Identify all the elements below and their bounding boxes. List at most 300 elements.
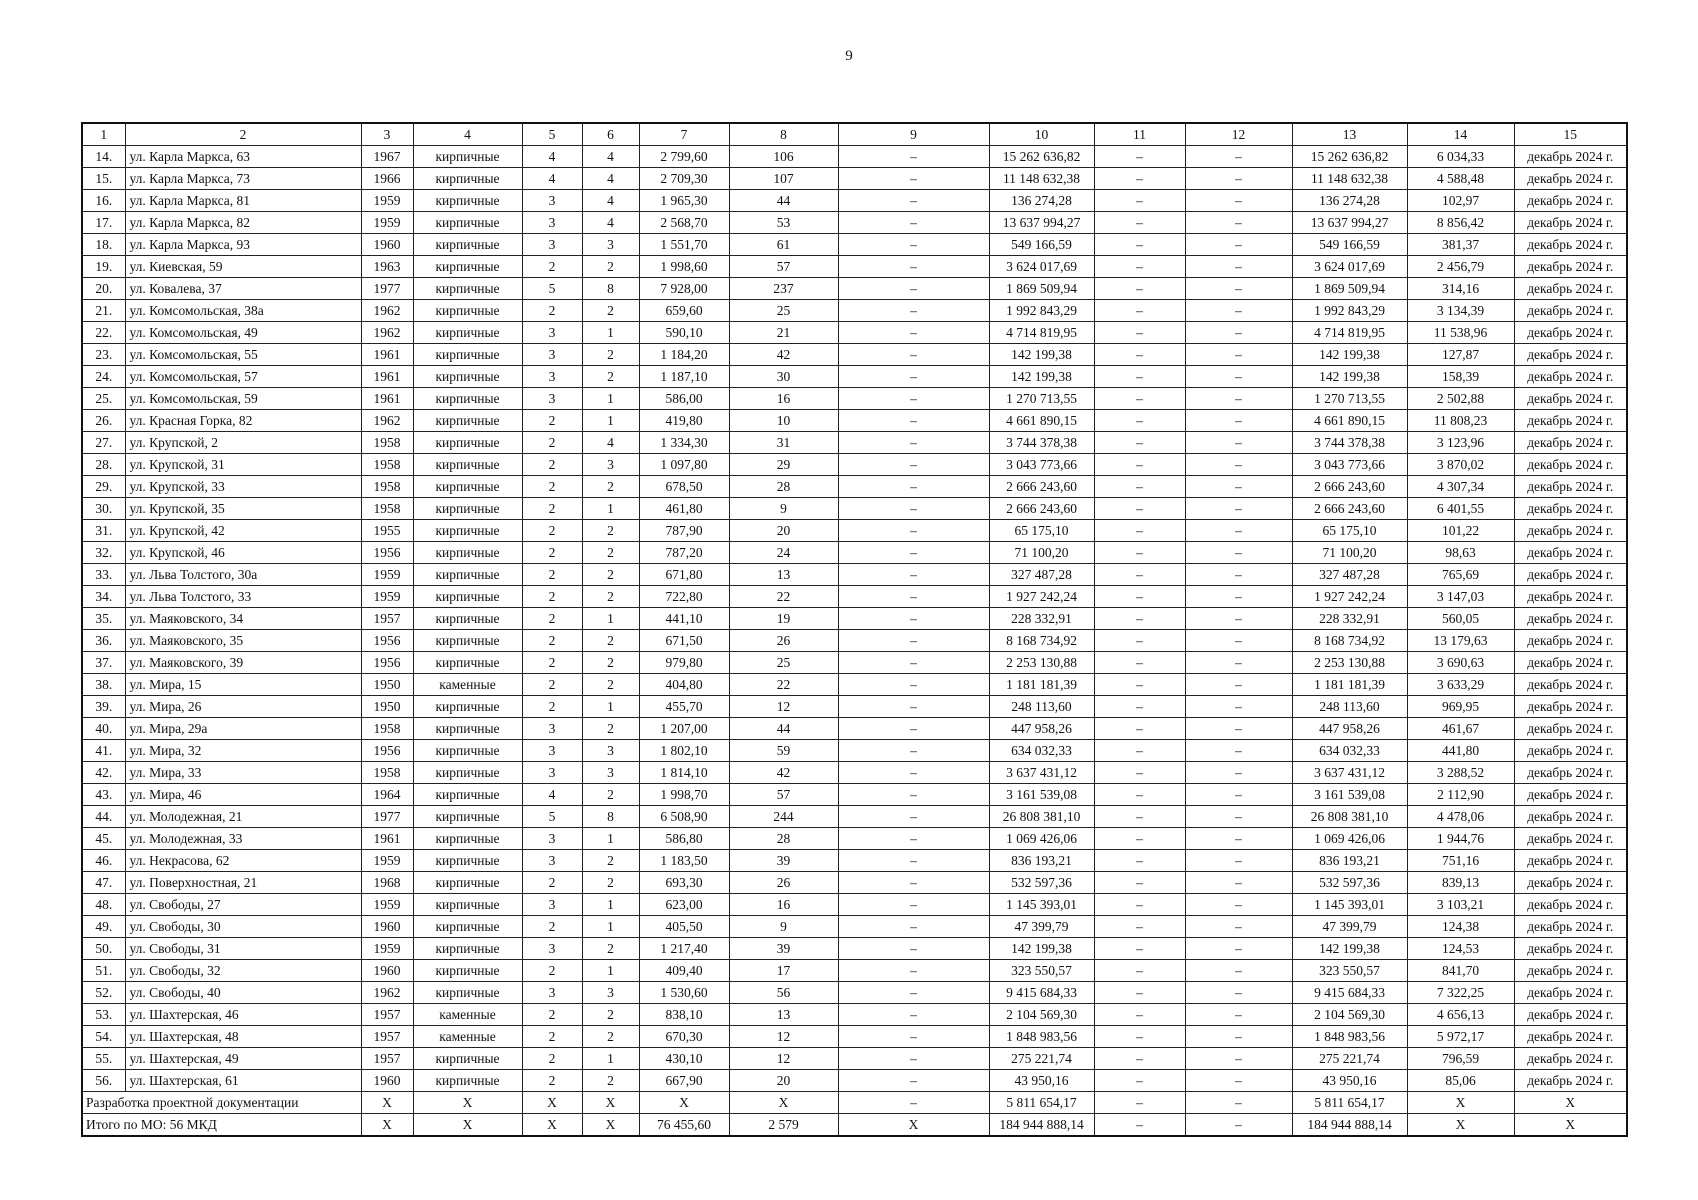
cell-year-built: 1961 [361,828,413,850]
cell-col-12: – [1185,520,1292,542]
cell-year-built: 1959 [361,212,413,234]
cell-year-built: 1957 [361,1048,413,1070]
cell-col-10: 3 744 378,38 [989,432,1094,454]
cell-address: ул. Льва Толстого, 33 [125,586,361,608]
cell-residents: 22 [729,586,838,608]
cell-col-10: 1 270 713,55 [989,388,1094,410]
cell-row-number: 21. [82,300,125,322]
table-row [82,960,1627,982]
cell-total-area: 671,80 [639,564,729,586]
cell-year-built: 1962 [361,300,413,322]
cell-year-built: 1958 [361,476,413,498]
cell-col-13: 323 550,57 [1292,960,1407,982]
housing-register-table [81,122,1628,1137]
table-row [82,916,1627,938]
cell-floors: 2 [522,960,582,982]
cell-col-10: 47 399,79 [989,916,1094,938]
cell-col-12: – [1185,982,1292,1004]
cell-entrances: 2 [582,300,639,322]
cell-floors: 3 [522,366,582,388]
cell-wall-material: кирпичные [413,344,522,366]
cell-year-built: 1961 [361,388,413,410]
cell-total-area: 419,80 [639,410,729,432]
cell-floors: 2 [522,1026,582,1048]
cell-residents: 26 [729,872,838,894]
cell-address: ул. Молодежная, 21 [125,806,361,828]
table-row [82,608,1627,630]
cell-floors: 2 [522,454,582,476]
cell-col-14: 314,16 [1407,278,1514,300]
cell-address: ул. Ковалева, 37 [125,278,361,300]
cell-total-area: 693,30 [639,872,729,894]
cell-col-13: 447 958,26 [1292,718,1407,740]
cell-col-14: 127,87 [1407,344,1514,366]
cell-residents: 106 [729,146,838,168]
cell-residents: 13 [729,564,838,586]
column-header-12: 12 [1185,123,1292,146]
cell-address: ул. Мира, 26 [125,696,361,718]
cell-total-area: 1 814,10 [639,762,729,784]
cell-row-number: 38. [82,674,125,696]
cell-deadline: декабрь 2024 г. [1514,256,1627,278]
cell-col-14: 124,53 [1407,938,1514,960]
table-row [82,652,1627,674]
cell-col-9: – [838,476,989,498]
cell-col-10: 275 221,74 [989,1048,1094,1070]
table-row [82,806,1627,828]
cell-col-14: 11 538,96 [1407,322,1514,344]
cell-row-number: 19. [82,256,125,278]
cell-wall-material: каменные [413,674,522,696]
cell-wall-material: X [413,1092,522,1114]
cell-address: ул. Поверхностная, 21 [125,872,361,894]
cell-year-built: 1977 [361,806,413,828]
table-row [82,168,1627,190]
cell-col-11: – [1094,564,1185,586]
cell-col-10: 323 550,57 [989,960,1094,982]
table-row [82,410,1627,432]
cell-col-11: – [1094,740,1185,762]
cell-col-9: – [838,608,989,630]
cell-col-9: – [838,696,989,718]
cell-entrances: 3 [582,454,639,476]
cell-total-area: 590,10 [639,322,729,344]
cell-total-area: 1 207,00 [639,718,729,740]
cell-col-13: 1 145 393,01 [1292,894,1407,916]
cell-deadline: декабрь 2024 г. [1514,322,1627,344]
cell-row-number: 22. [82,322,125,344]
table-row [82,1026,1627,1048]
cell-row-number: 55. [82,1048,125,1070]
table-row [82,498,1627,520]
cell-entrances: X [582,1092,639,1114]
table-row [82,300,1627,322]
cell-entrances: 1 [582,696,639,718]
cell-year-built: 1966 [361,168,413,190]
cell-col-11: – [1094,520,1185,542]
cell-year-built: 1961 [361,344,413,366]
cell-total-area: 430,10 [639,1048,729,1070]
cell-entrances: 2 [582,652,639,674]
cell-col-10: 4 714 819,95 [989,322,1094,344]
cell-floors: 2 [522,696,582,718]
table-row [82,432,1627,454]
cell-total-area: 405,50 [639,916,729,938]
design-documentation-row-label: Разработка проектной документации [82,1092,361,1114]
cell-wall-material: кирпичные [413,432,522,454]
cell-floors: 2 [522,872,582,894]
cell-entrances: 2 [582,850,639,872]
cell-col-11: – [1094,212,1185,234]
cell-col-14: 4 656,13 [1407,1004,1514,1026]
cell-total-area: 1 217,40 [639,938,729,960]
cell-col-10: 26 808 381,10 [989,806,1094,828]
cell-residents: 12 [729,1026,838,1048]
table-row [82,850,1627,872]
cell-col-13: 1 869 509,94 [1292,278,1407,300]
cell-row-number: 41. [82,740,125,762]
cell-col-10: 2 666 243,60 [989,476,1094,498]
cell-address: ул. Маяковского, 39 [125,652,361,674]
cell-floors: 3 [522,894,582,916]
cell-residents: 25 [729,300,838,322]
cell-deadline: декабрь 2024 г. [1514,212,1627,234]
cell-deadline: декабрь 2024 г. [1514,542,1627,564]
table-row [82,344,1627,366]
cell-row-number: 40. [82,718,125,740]
cell-deadline: декабрь 2024 г. [1514,608,1627,630]
cell-row-number: 45. [82,828,125,850]
cell-address: ул. Крупской, 2 [125,432,361,454]
table-row [82,234,1627,256]
cell-row-number: 53. [82,1004,125,1026]
cell-col-12: – [1185,718,1292,740]
cell-total-area: 1 802,10 [639,740,729,762]
cell-col-12: – [1185,1048,1292,1070]
cell-col-10: 327 487,28 [989,564,1094,586]
cell-year-built: 1958 [361,718,413,740]
cell-entrances: 2 [582,784,639,806]
cell-col-10: 2 666 243,60 [989,498,1094,520]
cell-residents: 12 [729,1048,838,1070]
cell-floors: 2 [522,476,582,498]
column-header-9: 9 [838,123,989,146]
cell-col-12: – [1185,630,1292,652]
table-row [82,520,1627,542]
cell-residents: 16 [729,894,838,916]
cell-wall-material: каменные [413,1004,522,1026]
page-number: 9 [845,48,853,64]
cell-residents: 44 [729,718,838,740]
cell-row-number: 49. [82,916,125,938]
cell-col-13: 3 744 378,38 [1292,432,1407,454]
cell-col-9: – [838,1026,989,1048]
cell-deadline: декабрь 2024 г. [1514,300,1627,322]
cell-entrances: 2 [582,938,639,960]
cell-col-12: – [1185,344,1292,366]
cell-year-built: 1959 [361,894,413,916]
cell-col-13: 2 253 130,88 [1292,652,1407,674]
cell-floors: 2 [522,652,582,674]
cell-total-area: 1 530,60 [639,982,729,1004]
cell-col-12: – [1185,1114,1292,1137]
cell-row-number: 37. [82,652,125,674]
cell-col-12: – [1185,784,1292,806]
cell-col-14: 841,70 [1407,960,1514,982]
cell-col-11: – [1094,586,1185,608]
cell-col-9: – [838,300,989,322]
table-row [82,366,1627,388]
cell-col-11: – [1094,916,1185,938]
cell-row-number: 35. [82,608,125,630]
cell-total-area: 1 998,70 [639,784,729,806]
cell-year-built: 1962 [361,982,413,1004]
cell-address: ул. Свободы, 32 [125,960,361,982]
cell-col-11: – [1094,300,1185,322]
cell-entrances: 2 [582,586,639,608]
cell-col-9: – [838,388,989,410]
cell-total-area: 623,00 [639,894,729,916]
cell-deadline: декабрь 2024 г. [1514,476,1627,498]
cell-col-13: 275 221,74 [1292,1048,1407,1070]
column-header-4: 4 [413,123,522,146]
cell-floors: 3 [522,212,582,234]
cell-col-12: – [1185,740,1292,762]
table-row [82,1070,1627,1092]
cell-entrances: 4 [582,146,639,168]
cell-year-built: 1962 [361,410,413,432]
cell-address: ул. Комсомольская, 59 [125,388,361,410]
table-row [82,696,1627,718]
cell-deadline: декабрь 2024 г. [1514,344,1627,366]
cell-col-14: 4 478,06 [1407,806,1514,828]
cell-year-built: 1960 [361,234,413,256]
cell-address: ул. Шахтерская, 61 [125,1070,361,1092]
cell-floors: 2 [522,630,582,652]
cell-floors: 3 [522,718,582,740]
cell-residents: 10 [729,410,838,432]
cell-col-13: 327 487,28 [1292,564,1407,586]
cell-deadline: декабрь 2024 г. [1514,828,1627,850]
cell-wall-material: кирпичные [413,652,522,674]
cell-col-14: 3 123,96 [1407,432,1514,454]
table-row [82,784,1627,806]
cell-floors: 2 [522,256,582,278]
cell-deadline: декабрь 2024 г. [1514,630,1627,652]
cell-row-number: 32. [82,542,125,564]
cell-address: ул. Крупской, 35 [125,498,361,520]
cell-col-13: 1 848 983,56 [1292,1026,1407,1048]
cell-col-9: – [838,432,989,454]
table-row [82,982,1627,1004]
cell-total-area: 1 184,20 [639,344,729,366]
cell-total-area: 461,80 [639,498,729,520]
cell-col-14: 6 401,55 [1407,498,1514,520]
cell-row-number: 29. [82,476,125,498]
cell-address: ул. Мира, 32 [125,740,361,762]
cell-col-14: 8 856,42 [1407,212,1514,234]
cell-col-13: 142 199,38 [1292,344,1407,366]
cell-col-11: – [1094,784,1185,806]
cell-col-11: – [1094,1092,1185,1114]
cell-year-built: 1967 [361,146,413,168]
table-row [82,938,1627,960]
cell-col-9: – [838,366,989,388]
cell-col-11: – [1094,1026,1185,1048]
cell-total-area: 1 187,10 [639,366,729,388]
cell-wall-material: кирпичные [413,278,522,300]
cell-total-area: 787,20 [639,542,729,564]
column-header-13: 13 [1292,123,1407,146]
cell-entrances: 1 [582,916,639,938]
cell-col-12: – [1185,696,1292,718]
cell-col-10: 65 175,10 [989,520,1094,542]
cell-col-11: – [1094,344,1185,366]
cell-col-13: 11 148 632,38 [1292,168,1407,190]
cell-row-number: 17. [82,212,125,234]
cell-wall-material: кирпичные [413,784,522,806]
cell-row-number: 27. [82,432,125,454]
cell-residents: 42 [729,762,838,784]
cell-col-9: – [838,806,989,828]
cell-col-9: – [838,850,989,872]
cell-col-10: 1 181 181,39 [989,674,1094,696]
cell-residents: 28 [729,828,838,850]
cell-col-9: – [838,762,989,784]
cell-address: ул. Мира, 15 [125,674,361,696]
cell-address: ул. Красная Горка, 82 [125,410,361,432]
cell-col-13: 5 811 654,17 [1292,1092,1407,1114]
cell-total-area: 1 097,80 [639,454,729,476]
cell-col-13: 13 637 994,27 [1292,212,1407,234]
cell-col-10: 8 168 734,92 [989,630,1094,652]
cell-year-built: 1961 [361,366,413,388]
cell-col-14: 6 034,33 [1407,146,1514,168]
cell-floors: 4 [522,784,582,806]
cell-col-9: – [838,168,989,190]
cell-col-10: 136 274,28 [989,190,1094,212]
cell-floors: 3 [522,982,582,1004]
cell-floors: 2 [522,498,582,520]
cell-col-10: 1 145 393,01 [989,894,1094,916]
table-row [82,828,1627,850]
cell-address: ул. Крупской, 46 [125,542,361,564]
cell-wall-material: кирпичные [413,872,522,894]
cell-col-12: – [1185,366,1292,388]
cell-deadline: декабрь 2024 г. [1514,806,1627,828]
cell-col-9: X [838,1114,989,1137]
cell-col-9: – [838,344,989,366]
cell-col-10: 13 637 994,27 [989,212,1094,234]
cell-col-9: – [838,1070,989,1092]
cell-col-14: 796,59 [1407,1048,1514,1070]
cell-wall-material: кирпичные [413,1070,522,1092]
cell-address: ул. Свободы, 31 [125,938,361,960]
cell-col-11: – [1094,1048,1185,1070]
cell-col-12: – [1185,674,1292,696]
cell-year-built: 1964 [361,784,413,806]
cell-col-11: – [1094,432,1185,454]
cell-row-number: 56. [82,1070,125,1092]
cell-residents: 13 [729,1004,838,1026]
cell-col-14: 3 633,29 [1407,674,1514,696]
cell-floors: 3 [522,344,582,366]
cell-col-12: – [1185,608,1292,630]
cell-col-14: 3 147,03 [1407,586,1514,608]
cell-floors: 2 [522,520,582,542]
cell-col-11: – [1094,806,1185,828]
cell-col-13: 184 944 888,14 [1292,1114,1407,1137]
cell-col-10: 3 624 017,69 [989,256,1094,278]
cell-row-number: 50. [82,938,125,960]
cell-col-9: – [838,520,989,542]
cell-col-11: – [1094,190,1185,212]
cell-col-10: 1 848 983,56 [989,1026,1094,1048]
cell-residents: 30 [729,366,838,388]
cell-floors: 2 [522,432,582,454]
cell-entrances: 2 [582,344,639,366]
cell-col-11: – [1094,146,1185,168]
cell-col-13: 47 399,79 [1292,916,1407,938]
cell-col-12: – [1185,388,1292,410]
cell-col-12: – [1185,212,1292,234]
cell-wall-material: кирпичные [413,960,522,982]
cell-col-10: 836 193,21 [989,850,1094,872]
cell-col-9: – [838,1048,989,1070]
cell-year-built: 1959 [361,938,413,960]
cell-row-number: 25. [82,388,125,410]
cell-row-number: 31. [82,520,125,542]
cell-col-13: 9 415 684,33 [1292,982,1407,1004]
column-header-6: 6 [582,123,639,146]
table-row [82,586,1627,608]
cell-col-13: 4 661 890,15 [1292,410,1407,432]
cell-address: ул. Шахтерская, 49 [125,1048,361,1070]
cell-col-13: 8 168 734,92 [1292,630,1407,652]
cell-address: ул. Карла Маркса, 82 [125,212,361,234]
cell-year-built: 1950 [361,696,413,718]
cell-deadline: декабрь 2024 г. [1514,740,1627,762]
cell-address: ул. Мира, 29а [125,718,361,740]
cell-col-11: – [1094,322,1185,344]
column-number-header-row [82,123,1627,146]
cell-col-9: – [838,894,989,916]
cell-col-11: – [1094,674,1185,696]
cell-floors: 3 [522,388,582,410]
column-header-8: 8 [729,123,838,146]
cell-deadline: декабрь 2024 г. [1514,366,1627,388]
cell-col-13: 65 175,10 [1292,520,1407,542]
cell-deadline: декабрь 2024 г. [1514,1070,1627,1092]
cell-wall-material: кирпичные [413,212,522,234]
cell-col-11: – [1094,278,1185,300]
cell-entrances: 1 [582,894,639,916]
cell-year-built: 1977 [361,278,413,300]
table-row [82,278,1627,300]
cell-col-14: X [1407,1092,1514,1114]
cell-entrances: 3 [582,234,639,256]
table-row [82,630,1627,652]
cell-wall-material: кирпичные [413,520,522,542]
cell-year-built: 1959 [361,850,413,872]
cell-floors: 2 [522,1070,582,1092]
cell-address: ул. Свободы, 30 [125,916,361,938]
cell-residents: 9 [729,498,838,520]
cell-year-built: 1962 [361,322,413,344]
cell-col-9: – [838,256,989,278]
cell-total-area: 1 998,60 [639,256,729,278]
cell-year-built: 1957 [361,1026,413,1048]
